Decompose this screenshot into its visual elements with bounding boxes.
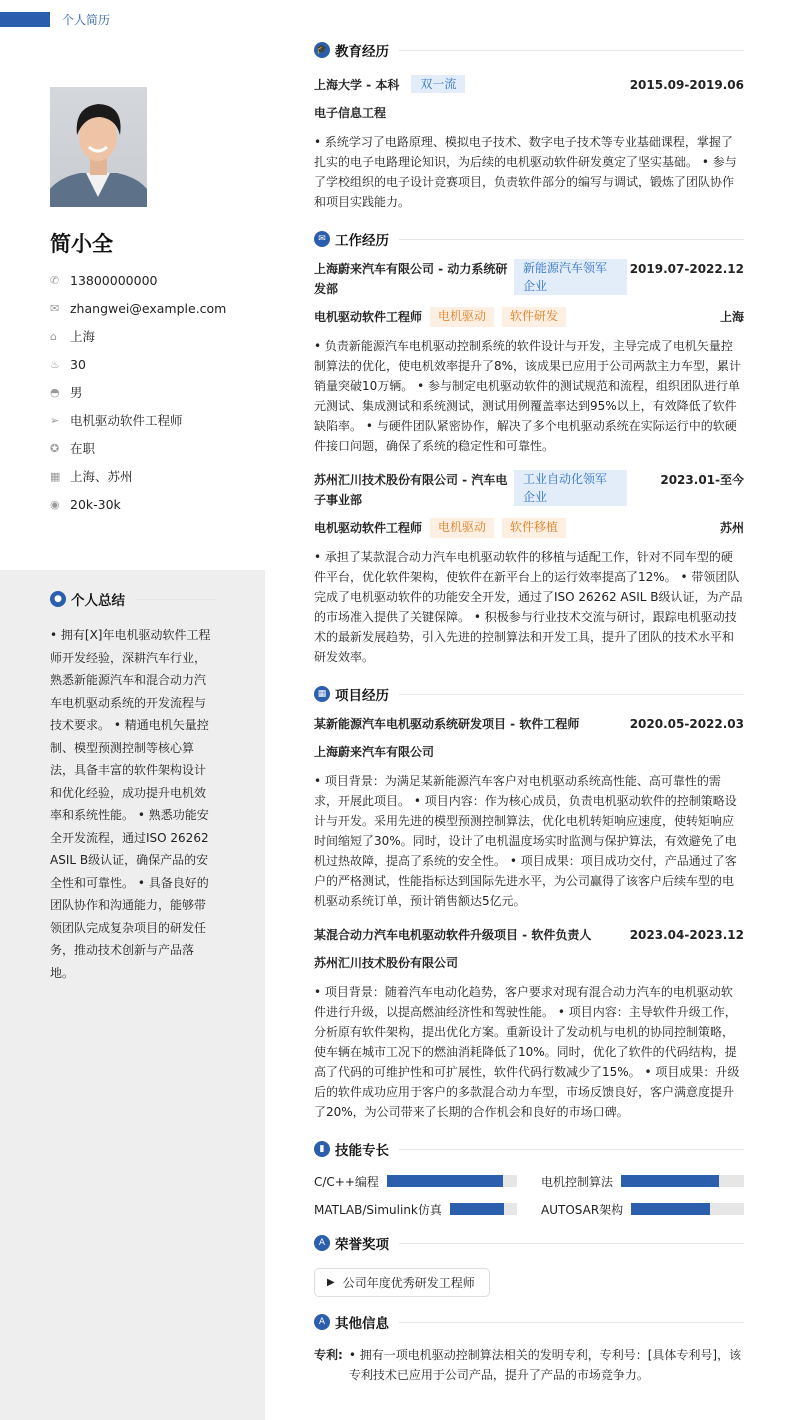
graduation-cap-icon: 🎓 <box>314 42 330 58</box>
info-text: 上海、苏州 <box>70 469 133 484</box>
work-section <box>314 228 744 667</box>
work-item <box>314 259 744 456</box>
skills-section <box>314 1138 744 1218</box>
info-text: 上海 <box>70 329 96 344</box>
play-triangle-icon: ▶ <box>327 1277 335 1288</box>
award-icon: A <box>314 1235 330 1251</box>
patent-label: 专利: <box>314 1348 343 1362</box>
info-text: 30 <box>70 356 86 372</box>
skill-tag: 软件移植 <box>502 518 566 538</box>
divider <box>399 1243 744 1244</box>
work-item <box>314 470 744 667</box>
major: 电子信息工程 <box>314 106 387 120</box>
grid-icon: ▦ <box>314 686 330 702</box>
section-title: 技能专长 <box>335 1143 389 1159</box>
info-text: 20k-30k <box>70 496 121 512</box>
work-date: 2023.01-至今 <box>660 473 744 487</box>
info-row <box>50 294 226 322</box>
cake-icon: ♨ <box>50 357 60 371</box>
section-title: 教育经历 <box>335 44 389 60</box>
project-company: 上海蔚来汽车有限公司 <box>314 745 435 759</box>
info-row <box>50 406 226 434</box>
section-title: 工作经历 <box>335 233 389 249</box>
skill-bar-fill <box>450 1203 504 1215</box>
work-city: 上海 <box>719 310 744 324</box>
project-item <box>314 925 744 1122</box>
send-icon: ➢ <box>50 413 60 427</box>
bar-chart-icon: ▮ <box>314 1141 330 1157</box>
contact-info-list <box>50 266 226 518</box>
skill-bar-fill <box>631 1203 710 1215</box>
education-description: • 系统学习了电路原理、模拟电子技术、数字电子技术等专业基础课程，掌握了扎实的电子电路理论知识，为后续的电机驱动软件研发奠定了坚实基础。 • 参与了学校组织的电子设计竞赛项目，负责软件部分的编写与调试，锻炼了团队协作和项目实践能力。 <box>314 135 737 209</box>
summary-text: • 拥有[X]年电机驱动软件工程师开发经验，深耕汽车行业，熟悉新能源汽车和混合动力汽车电机驱动系统的开发流程与技术要求。 • 精通电机矢量控制、模型预测控制等核心算法，具备丰富的软件架构设计和优化经验，成功提升电机效率和系统性能。 • 熟悉功能安全开发流程，通过ISO 26262 ASIL B级认证，确保产品的安全性和可靠性。 • 具备良好的团队协作和沟通能力，能够带领团队完成复杂项目的研发任务，推动技术创新与产品落地。 <box>50 628 211 980</box>
job-role: 电机驱动软件工程师 <box>314 521 423 535</box>
divider <box>399 694 744 695</box>
divider <box>399 1149 744 1150</box>
building-icon: ▦ <box>50 469 61 483</box>
skill-tag: 软件研发 <box>502 307 566 327</box>
skill-name: 电机控制算法 <box>541 1174 614 1189</box>
education-section <box>314 39 744 212</box>
company-name: 苏州汇川技术股份有限公司 - 汽车电子事业部 <box>314 473 508 507</box>
award-item[interactable] <box>314 1268 490 1297</box>
skill-bar <box>621 1175 744 1187</box>
other-section <box>314 1311 744 1385</box>
project-name: 某混合动力汽车电机驱动软件升级项目 - 软件负责人 <box>314 928 592 942</box>
divider <box>135 599 216 600</box>
main-content <box>314 39 744 1395</box>
mail-icon: ✉ <box>50 301 60 315</box>
projects-section <box>314 683 744 1122</box>
project-description: • 项目背景：随着汽车电动化趋势，客户要求对现有混合动力汽车的电机驱动软件进行升级，以提高燃油经济性和驾驶性能。 • 项目内容：主导软件升级工作，分析原有软件架构，提出优化方案。重新设计了发动机与电机的协同控制策略，使车辆在城市工况下的燃油消耗降低了10%。同时，优化了软件的代码结构，提高了代码的可维护性和可扩展性，软件代码行数减少了15%。 • 项目成果：升级后的软件成功应用于客户的多款混合动力车型，市场反馈良好，客户满意度提升了20%，为公司带来了长期的合作机会和良好的市场口碑。 <box>314 985 740 1119</box>
patent-text: • 拥有一项电机驱动控制算法相关的发明专利，专利号：[具体专利号]，该专利技术已应用于公司产品，提升了产品的市场竞争力。 <box>348 1348 742 1382</box>
skill-bar <box>387 1175 517 1187</box>
salary-icon: ◉ <box>50 497 60 511</box>
education-date: 2015.09-2019.06 <box>629 78 744 92</box>
info-icon: A <box>314 1314 330 1330</box>
section-title: 其他信息 <box>335 1316 389 1332</box>
award-label: 公司年度优秀研发工程师 <box>342 1276 475 1290</box>
phone-icon: ✆ <box>50 273 60 287</box>
project-date: 2020.05-2022.03 <box>629 717 744 731</box>
page-title: 个人简历 <box>62 13 111 27</box>
skill-name: MATLAB/Simulink仿真 <box>314 1202 442 1217</box>
skill-bar-fill <box>387 1175 503 1187</box>
status-icon: ✪ <box>50 441 60 455</box>
section-title: 项目经历 <box>335 688 389 704</box>
skill-item <box>314 1172 517 1190</box>
info-row <box>50 266 226 294</box>
project-name: 某新能源汽车电机驱动系统研发项目 - 软件工程师 <box>314 717 580 731</box>
awards-section <box>314 1232 744 1297</box>
home-icon: ⌂ <box>50 329 57 343</box>
skill-name: C/C++编程 <box>314 1174 379 1189</box>
skill-bar <box>631 1203 744 1215</box>
skill-name: AUTOSAR架构 <box>541 1202 624 1217</box>
work-city: 苏州 <box>719 521 744 535</box>
company-name: 上海蔚来汽车有限公司 - 动力系统研发部 <box>314 262 508 296</box>
info-text: 在职 <box>70 441 96 456</box>
skill-bar <box>450 1203 517 1215</box>
work-description: • 承担了某款混合动力汽车电机驱动软件的移植与适配工作，针对不同车型的硬件平台，优化软件架构，使软件在新平台上的运行效率提高了12%。 • 带领团队完成了电机驱动软件的功能安全开发，通过了ISO 26262 ASIL B级认证，为产品的市场准入提供了关键保障。 • 积极参与行业技术交流与研讨，跟踪电机驱动技术的最新发展趋势，引入先进的控制算法和开发工具，提升了团队的技术水平和研发效率。 <box>314 550 743 664</box>
info-text: 13800000000 <box>70 272 158 288</box>
skill-item <box>541 1172 744 1190</box>
project-company: 苏州汇川技术股份有限公司 <box>314 956 459 970</box>
briefcase-icon: ✉ <box>314 231 330 247</box>
skill-tag: 电机驱动 <box>430 518 494 538</box>
avatar <box>50 87 147 207</box>
divider <box>399 50 744 51</box>
project-description: • 项目背景：为满足某新能源汽车客户对电机驱动系统高性能、高可靠性的需求，开展此项目。 • 项目内容：作为核心成员，负责电机驱动软件的控制策略设计与开发。采用先进的模型预测控制算法，优化电机转矩响应速度，使转矩响应时间缩短了30%。同时，设计了电机温度场实时监测与保护算法，有效避免了电机过热故障，提高了系统的安全性。 • 项目成果：项目成功交付，产品通过了客户的严格测试，性能指标达到国际先进水平，为公司赢得了该客户后续车型的电机驱动系统订单，预计销售额达5亿元。 <box>314 774 737 908</box>
info-row <box>50 434 226 462</box>
school-name: 上海大学 - 本科 <box>314 78 400 92</box>
info-text: 男 <box>70 385 83 400</box>
divider <box>399 239 744 240</box>
info-row <box>50 350 226 378</box>
skill-item <box>541 1200 744 1218</box>
info-row <box>50 490 226 518</box>
project-date: 2023.04-2023.12 <box>629 928 744 942</box>
info-row <box>50 322 226 350</box>
info-text: 电机驱动软件工程师 <box>70 413 183 428</box>
work-description: • 负责新能源汽车电机驱动控制系统的软件设计与开发，主导完成了电机矢量控制算法的优化，使电机效率提升了8%，该成果已应用于公司两款主力车型，累计销量突破10万辆。 • 参与制定电机驱动软件的测试规范和流程，组织团队进行单元测试、集成测试和系统测试，测试用例覆盖率达到95%以上，有效降低了软件缺陷率。 • 与硬件团队紧密协作，解决了多个电机驱动系统在实际运行中的软硬件接口问题，确保了系统的稳定性和可靠性。 <box>314 339 742 453</box>
divider <box>399 1322 744 1323</box>
skill-tag: 电机驱动 <box>430 307 494 327</box>
skill-bar-fill <box>621 1175 719 1187</box>
info-row <box>50 378 226 406</box>
gender-icon: ◓ <box>50 385 60 399</box>
company-tag: 工业自动化领军企业 <box>514 470 627 506</box>
section-title: 荣誉奖项 <box>335 1237 389 1253</box>
company-tag: 新能源汽车领军企业 <box>514 259 627 295</box>
info-text: zhangwei@example.com <box>70 300 227 316</box>
skill-item <box>314 1200 517 1218</box>
info-row <box>50 462 226 490</box>
section-title: 个人总结 <box>71 593 125 609</box>
school-tag: 双一流 <box>411 75 465 93</box>
user-icon: ● <box>50 591 66 607</box>
work-date: 2019.07-2022.12 <box>629 262 744 276</box>
job-role: 电机驱动软件工程师 <box>314 310 423 324</box>
summary-section <box>50 588 216 984</box>
candidate-name: 简小全 <box>50 232 113 256</box>
project-item <box>314 714 744 911</box>
